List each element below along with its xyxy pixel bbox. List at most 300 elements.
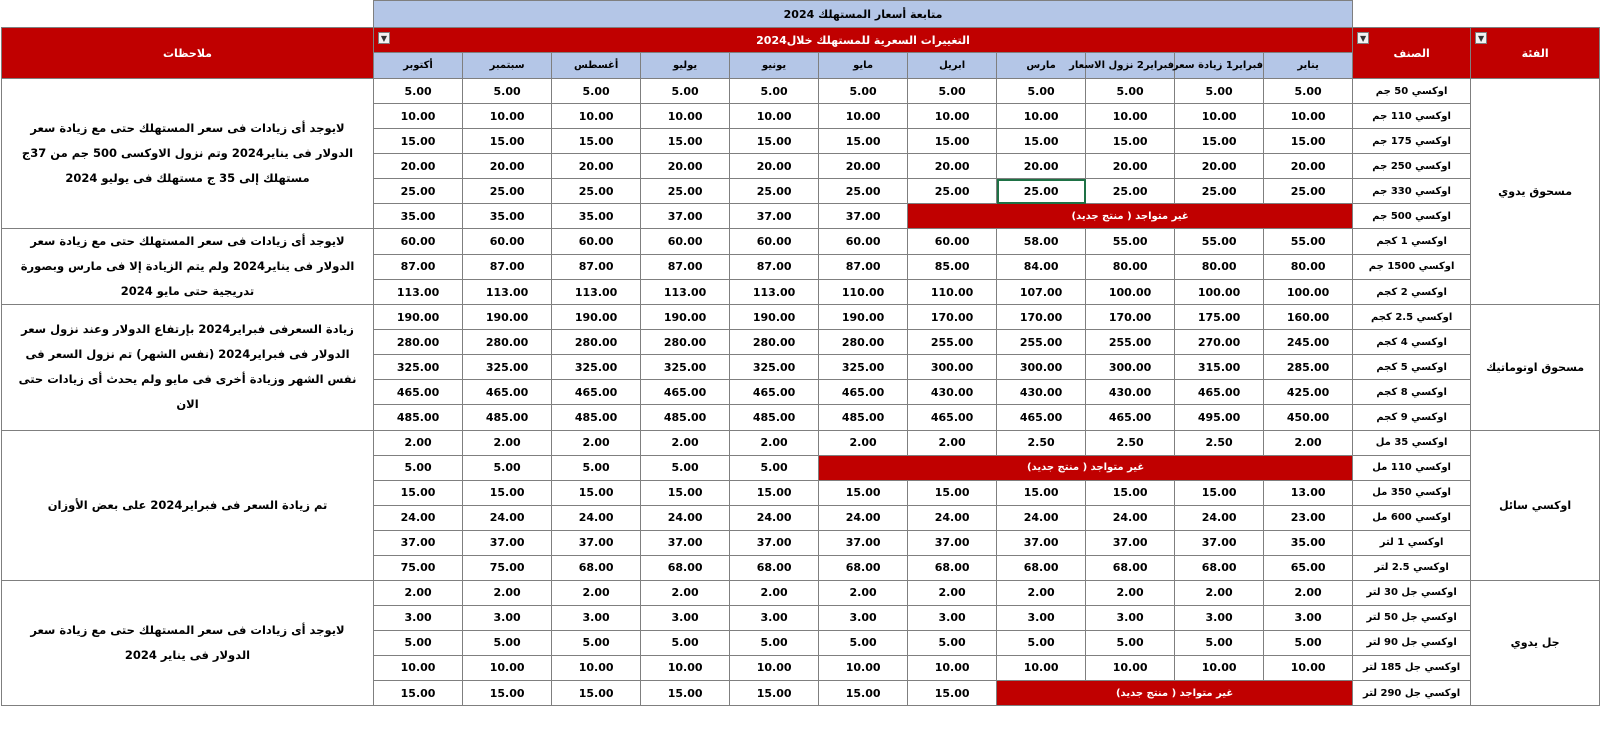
price-cell[interactable]: 3.00 (374, 605, 463, 630)
price-cell[interactable]: 465.00 (997, 405, 1086, 430)
price-cell[interactable]: 5.00 (463, 455, 552, 480)
product-cell[interactable]: اوكسي 110 مل (1353, 455, 1471, 480)
product-cell[interactable]: اوكسي جل 290 لتر (1353, 680, 1471, 705)
price-cell[interactable]: 25.00 (463, 179, 552, 204)
price-cell[interactable]: 20.00 (463, 154, 552, 179)
price-cell[interactable]: 15.00 (819, 480, 908, 505)
price-cell[interactable]: 15.00 (552, 480, 641, 505)
price-cell[interactable]: 87.00 (463, 254, 552, 279)
price-cell[interactable]: 190.00 (730, 305, 819, 330)
price-cell[interactable]: 485.00 (819, 405, 908, 430)
price-cell[interactable]: 35.00 (552, 204, 641, 229)
product-cell[interactable]: اوكسي جل 50 لتر (1353, 605, 1471, 630)
price-cell[interactable]: 190.00 (641, 305, 730, 330)
price-cell[interactable]: 5.00 (641, 455, 730, 480)
price-cell[interactable]: 2.00 (552, 580, 641, 605)
price-cell[interactable]: 2.00 (908, 580, 997, 605)
price-cell[interactable]: 20.00 (730, 154, 819, 179)
price-cell[interactable]: 113.00 (641, 279, 730, 304)
product-cell[interactable]: اوكسي 110 جم (1353, 104, 1471, 129)
price-cell[interactable]: 5.00 (1175, 79, 1264, 104)
price-cell[interactable]: 68.00 (1086, 555, 1175, 580)
price-cell[interactable]: 425.00 (1264, 380, 1353, 405)
price-cell[interactable]: 2.50 (1175, 430, 1264, 455)
price-cell[interactable]: 5.00 (374, 630, 463, 655)
price-cell[interactable]: 24.00 (552, 505, 641, 530)
price-cell[interactable]: 160.00 (1264, 305, 1353, 330)
price-cell[interactable]: 15.00 (374, 680, 463, 705)
price-cell[interactable]: 10.00 (641, 104, 730, 129)
notes-cell[interactable]: لايوجد أى زيادات فى سعر المستهلك حتى مع زيادة سعر الدولار فى يناير2024 وتم نزول الاوكسى 500 جم من 37ج مستهلك إلى 35 ج مستهلك فى يوليو 2024 (2, 79, 374, 229)
price-cell[interactable]: 24.00 (374, 505, 463, 530)
price-cell[interactable]: 20.00 (552, 154, 641, 179)
price-cell[interactable]: 110.00 (908, 279, 997, 304)
not-available-cell[interactable]: غير متواجد ( منتج جديد) (997, 680, 1353, 705)
price-cell[interactable]: 325.00 (552, 355, 641, 380)
price-cell[interactable]: 87.00 (552, 254, 641, 279)
price-cell[interactable]: 325.00 (641, 355, 730, 380)
price-cell[interactable]: 35.00 (1264, 530, 1353, 555)
not-available-cell[interactable]: غير متواجد ( منتج جديد) (819, 455, 1353, 480)
product-cell[interactable]: اوكسي 4 كجم (1353, 330, 1471, 355)
price-cell[interactable]: 10.00 (552, 104, 641, 129)
price-cell[interactable]: 280.00 (463, 330, 552, 355)
product-cell[interactable]: اوكسي جل 185 لتر (1353, 655, 1471, 680)
price-cell[interactable]: 3.00 (819, 605, 908, 630)
price-cell[interactable]: 280.00 (641, 330, 730, 355)
category-cell[interactable]: مسحوق اوتوماتيك (1471, 305, 1600, 430)
price-cell[interactable]: 113.00 (374, 279, 463, 304)
price-cell[interactable]: 37.00 (552, 530, 641, 555)
price-cell[interactable]: 485.00 (730, 405, 819, 430)
price-cell[interactable]: 325.00 (819, 355, 908, 380)
price-cell[interactable]: 24.00 (730, 505, 819, 530)
price-cell[interactable]: 15.00 (908, 129, 997, 154)
product-cell[interactable]: اوكسي 2 كجم (1353, 279, 1471, 304)
price-cell[interactable]: 300.00 (997, 355, 1086, 380)
price-cell[interactable]: 3.00 (730, 605, 819, 630)
price-cell[interactable]: 25.00 (908, 179, 997, 204)
price-cell[interactable]: 245.00 (1264, 330, 1353, 355)
price-cell[interactable]: 10.00 (819, 655, 908, 680)
price-cell[interactable]: 2.50 (997, 430, 1086, 455)
price-cell[interactable]: 190.00 (463, 305, 552, 330)
price-cell[interactable]: 24.00 (819, 505, 908, 530)
price-cell[interactable]: 325.00 (374, 355, 463, 380)
price-cell[interactable]: 60.00 (908, 229, 997, 254)
price-cell[interactable]: 20.00 (1264, 154, 1353, 179)
price-cell[interactable]: 5.00 (997, 79, 1086, 104)
price-cell[interactable]: 10.00 (1086, 655, 1175, 680)
product-cell[interactable]: اوكسي 1 كجم (1353, 229, 1471, 254)
price-cell[interactable]: 175.00 (1175, 305, 1264, 330)
price-cell[interactable]: 5.00 (552, 455, 641, 480)
price-cell[interactable]: 280.00 (819, 330, 908, 355)
notes-cell[interactable]: لايوجد أى زيادات فى سعر المستهلك حتى مع زيادة سعر الدولار فى يناير 2024 (2, 580, 374, 705)
price-cell[interactable]: 24.00 (1175, 505, 1264, 530)
product-cell[interactable]: اوكسي 5 كجم (1353, 355, 1471, 380)
price-cell[interactable]: 10.00 (819, 104, 908, 129)
price-cell[interactable]: 37.00 (730, 530, 819, 555)
price-cell[interactable]: 10.00 (730, 655, 819, 680)
price-cell[interactable]: 2.00 (819, 580, 908, 605)
price-cell[interactable]: 485.00 (552, 405, 641, 430)
price-cell[interactable]: 5.00 (819, 79, 908, 104)
price-cell[interactable]: 15.00 (730, 680, 819, 705)
price-cell[interactable]: 5.00 (374, 455, 463, 480)
price-cell[interactable]: 430.00 (1086, 380, 1175, 405)
price-cell[interactable]: 5.00 (997, 630, 1086, 655)
price-cell[interactable]: 60.00 (819, 229, 908, 254)
price-cell[interactable]: 23.00 (1264, 505, 1353, 530)
price-cell[interactable]: 15.00 (730, 129, 819, 154)
price-cell[interactable]: 60.00 (730, 229, 819, 254)
price-cell[interactable]: 3.00 (1264, 605, 1353, 630)
price-cell[interactable]: 15.00 (1175, 129, 1264, 154)
price-cell[interactable]: 285.00 (1264, 355, 1353, 380)
price-cell[interactable]: 190.00 (819, 305, 908, 330)
price-cell[interactable]: 5.00 (730, 455, 819, 480)
price-cell[interactable]: 37.00 (997, 530, 1086, 555)
price-cell[interactable]: 15.00 (374, 129, 463, 154)
price-cell[interactable]: 280.00 (730, 330, 819, 355)
price-cell[interactable]: 20.00 (997, 154, 1086, 179)
price-cell[interactable]: 15.00 (1264, 129, 1353, 154)
price-cell[interactable]: 5.00 (463, 630, 552, 655)
price-cell[interactable]: 15.00 (552, 129, 641, 154)
product-cell[interactable]: اوكسي 2.5 لتر (1353, 555, 1471, 580)
price-cell[interactable]: 15.00 (463, 480, 552, 505)
price-cell[interactable]: 10.00 (374, 655, 463, 680)
price-cell[interactable]: 37.00 (908, 530, 997, 555)
price-cell[interactable]: 2.00 (997, 580, 1086, 605)
price-cell[interactable]: 5.00 (641, 630, 730, 655)
price-cell[interactable]: 465.00 (374, 380, 463, 405)
price-cell[interactable]: 10.00 (730, 104, 819, 129)
price-cell[interactable]: 25.00 (1264, 179, 1353, 204)
price-cell[interactable]: 300.00 (1086, 355, 1175, 380)
price-cell[interactable]: 25.00 (819, 179, 908, 204)
price-cell[interactable]: 37.00 (641, 530, 730, 555)
price-cell[interactable]: 2.00 (552, 430, 641, 455)
price-cell[interactable]: 60.00 (463, 229, 552, 254)
price-cell[interactable]: 20.00 (374, 154, 463, 179)
price-cell[interactable]: 2.00 (1264, 580, 1353, 605)
notes-cell[interactable]: تم زيادة السعر فى فبراير2024 على بعض الأوزان (2, 430, 374, 580)
product-cell[interactable]: اوكسي 600 مل (1353, 505, 1471, 530)
price-cell[interactable]: 170.00 (997, 305, 1086, 330)
price-cell[interactable]: 3.00 (1086, 605, 1175, 630)
price-cell[interactable]: 255.00 (1086, 330, 1175, 355)
price-cell[interactable]: 15.00 (730, 480, 819, 505)
price-cell[interactable]: 5.00 (641, 79, 730, 104)
price-cell[interactable]: 25.00 (1175, 179, 1264, 204)
price-cell[interactable]: 37.00 (819, 530, 908, 555)
price-cell[interactable]: 68.00 (1175, 555, 1264, 580)
price-cell[interactable]: 170.00 (1086, 305, 1175, 330)
price-cell[interactable]: 75.00 (374, 555, 463, 580)
price-cell[interactable]: 10.00 (908, 655, 997, 680)
product-cell[interactable]: اوكسي 2.5 كجم (1353, 305, 1471, 330)
price-cell[interactable]: 80.00 (1086, 254, 1175, 279)
price-cell[interactable]: 3.00 (1175, 605, 1264, 630)
price-cell[interactable]: 15.00 (1086, 480, 1175, 505)
price-cell[interactable]: 25.00 (730, 179, 819, 204)
price-cell[interactable]: 5.00 (908, 630, 997, 655)
price-cell[interactable]: 3.00 (997, 605, 1086, 630)
price-cell[interactable]: 485.00 (641, 405, 730, 430)
price-cell[interactable]: 37.00 (641, 204, 730, 229)
price-cell[interactable]: 485.00 (463, 405, 552, 430)
price-cell[interactable]: 2.00 (730, 430, 819, 455)
price-cell[interactable]: 113.00 (463, 279, 552, 304)
price-cell[interactable]: 5.00 (552, 79, 641, 104)
price-cell[interactable]: 465.00 (463, 380, 552, 405)
price-cell[interactable]: 3.00 (463, 605, 552, 630)
price-cell[interactable]: 13.00 (1264, 480, 1353, 505)
price-cell[interactable]: 87.00 (641, 254, 730, 279)
price-cell[interactable]: 10.00 (374, 104, 463, 129)
price-cell[interactable]: 24.00 (1086, 505, 1175, 530)
price-cell[interactable]: 5.00 (463, 79, 552, 104)
product-cell[interactable]: اوكسي 9 كجم (1353, 405, 1471, 430)
price-cell[interactable]: 15.00 (1086, 129, 1175, 154)
price-cell[interactable]: 24.00 (997, 505, 1086, 530)
price-cell[interactable]: 465.00 (552, 380, 641, 405)
price-cell[interactable]: 10.00 (1086, 104, 1175, 129)
price-cell[interactable]: 110.00 (819, 279, 908, 304)
price-cell[interactable]: 2.00 (730, 580, 819, 605)
price-cell[interactable]: 10.00 (552, 655, 641, 680)
not-available-cell[interactable]: غير متواجد ( منتج جديد) (908, 204, 1353, 229)
price-cell[interactable]: 255.00 (908, 330, 997, 355)
chevron-down-icon[interactable]: ▼ (1357, 32, 1369, 44)
price-cell[interactable]: 24.00 (641, 505, 730, 530)
price-cell[interactable]: 2.00 (1086, 580, 1175, 605)
price-cell[interactable]: 3.00 (552, 605, 641, 630)
product-cell[interactable]: اوكسي 35 مل (1353, 430, 1471, 455)
chevron-down-icon[interactable]: ▼ (378, 32, 390, 44)
price-cell[interactable]: 465.00 (908, 405, 997, 430)
price-cell[interactable]: 10.00 (1264, 655, 1353, 680)
price-cell[interactable]: 2.00 (1175, 580, 1264, 605)
price-cell[interactable]: 325.00 (730, 355, 819, 380)
price-cell[interactable]: 65.00 (1264, 555, 1353, 580)
price-cell[interactable]: 35.00 (374, 204, 463, 229)
price-cell[interactable]: 5.00 (730, 630, 819, 655)
price-cell[interactable]: 15.00 (463, 129, 552, 154)
price-cell[interactable]: 465.00 (1086, 405, 1175, 430)
price-cell[interactable]: 255.00 (997, 330, 1086, 355)
price-cell[interactable]: 3.00 (908, 605, 997, 630)
price-cell[interactable]: 10.00 (997, 655, 1086, 680)
price-cell[interactable]: 465.00 (641, 380, 730, 405)
price-cell[interactable]: 15.00 (1175, 480, 1264, 505)
price-cell[interactable]: 5.00 (908, 79, 997, 104)
price-cell[interactable]: 80.00 (1264, 254, 1353, 279)
price-cell[interactable]: 5.00 (552, 630, 641, 655)
price-cell[interactable]: 20.00 (819, 154, 908, 179)
price-cell[interactable]: 15.00 (641, 680, 730, 705)
price-cell[interactable]: 2.00 (641, 430, 730, 455)
product-cell[interactable]: اوكسي جل 90 لتر (1353, 630, 1471, 655)
price-cell[interactable]: 85.00 (908, 254, 997, 279)
price-cell[interactable]: 84.00 (997, 254, 1086, 279)
price-cell[interactable]: 15.00 (908, 680, 997, 705)
product-cell[interactable]: اوكسي 350 مل (1353, 480, 1471, 505)
price-cell[interactable]: 35.00 (463, 204, 552, 229)
product-cell[interactable]: اوكسي جل 30 لتر (1353, 580, 1471, 605)
price-cell[interactable]: 87.00 (819, 254, 908, 279)
price-cell[interactable]: 113.00 (552, 279, 641, 304)
price-cell[interactable]: 10.00 (463, 104, 552, 129)
price-cell[interactable]: 75.00 (463, 555, 552, 580)
price-cell[interactable]: 5.00 (1264, 79, 1353, 104)
category-cell[interactable]: جل يدوي (1471, 580, 1600, 705)
price-cell[interactable]: 465.00 (1175, 380, 1264, 405)
price-cell[interactable]: 5.00 (819, 630, 908, 655)
price-cell[interactable]: 25.00 (552, 179, 641, 204)
price-cell[interactable]: 15.00 (997, 480, 1086, 505)
price-cell[interactable]: 3.00 (641, 605, 730, 630)
price-cell[interactable]: 170.00 (908, 305, 997, 330)
price-cell[interactable]: 10.00 (1264, 104, 1353, 129)
price-cell[interactable]: 87.00 (374, 254, 463, 279)
chevron-down-icon[interactable]: ▼ (1475, 32, 1487, 44)
price-cell[interactable]: 37.00 (819, 204, 908, 229)
price-cell[interactable]: 113.00 (730, 279, 819, 304)
product-cell[interactable]: اوكسي 330 جم (1353, 179, 1471, 204)
price-cell[interactable]: 100.00 (1086, 279, 1175, 304)
price-cell[interactable]: 37.00 (374, 530, 463, 555)
price-cell[interactable]: 10.00 (908, 104, 997, 129)
price-cell[interactable]: 107.00 (997, 279, 1086, 304)
price-cell[interactable]: 5.00 (1264, 630, 1353, 655)
price-cell[interactable]: 55.00 (1264, 229, 1353, 254)
price-cell[interactable]: 15.00 (552, 680, 641, 705)
price-cell[interactable]: 37.00 (463, 530, 552, 555)
price-cell[interactable]: 24.00 (908, 505, 997, 530)
price-cell[interactable]: 485.00 (374, 405, 463, 430)
notes-cell[interactable]: لايوجد أى زيادات فى سعر المستهلك حتى مع زيادة سعر الدولار فى يناير2024 ولم يتم الزيادة إلا فى مارس وبصورة تدريجية حتى مايو 2024 (2, 229, 374, 305)
price-cell[interactable]: 325.00 (463, 355, 552, 380)
product-cell[interactable]: اوكسي 8 كجم (1353, 380, 1471, 405)
price-cell[interactable]: 25.00 (374, 179, 463, 204)
price-cell[interactable]: 15.00 (463, 680, 552, 705)
price-cell[interactable]: 5.00 (374, 79, 463, 104)
price-cell[interactable]: 10.00 (463, 655, 552, 680)
price-cell[interactable]: 15.00 (641, 480, 730, 505)
price-cell[interactable]: 15.00 (641, 129, 730, 154)
price-cell[interactable]: 80.00 (1175, 254, 1264, 279)
price-cell[interactable]: 68.00 (819, 555, 908, 580)
price-cell[interactable]: 5.00 (1086, 79, 1175, 104)
price-cell[interactable]: 190.00 (374, 305, 463, 330)
price-cell[interactable]: 15.00 (374, 480, 463, 505)
price-cell[interactable]: 24.00 (463, 505, 552, 530)
category-cell[interactable]: اوكسي سائل (1471, 430, 1600, 580)
category-cell[interactable]: مسحوق يدوي (1471, 79, 1600, 305)
price-cell[interactable]: 190.00 (552, 305, 641, 330)
price-cell[interactable]: 58.00 (997, 229, 1086, 254)
price-cell[interactable]: 37.00 (1086, 530, 1175, 555)
price-cell[interactable]: 20.00 (1086, 154, 1175, 179)
price-cell[interactable]: 5.00 (730, 79, 819, 104)
price-cell[interactable]: 100.00 (1175, 279, 1264, 304)
price-cell[interactable]: 10.00 (1175, 655, 1264, 680)
price-cell[interactable]: 465.00 (819, 380, 908, 405)
price-cell[interactable]: 20.00 (908, 154, 997, 179)
price-cell[interactable]: 280.00 (374, 330, 463, 355)
product-cell[interactable]: اوكسي 50 جم (1353, 79, 1471, 104)
price-cell[interactable]: 315.00 (1175, 355, 1264, 380)
price-cell[interactable]: 2.00 (374, 580, 463, 605)
price-cell[interactable]: 2.00 (1264, 430, 1353, 455)
price-cell[interactable]: 68.00 (730, 555, 819, 580)
price-cell[interactable]: 5.00 (1175, 630, 1264, 655)
price-cell[interactable]: 100.00 (1264, 279, 1353, 304)
notes-cell[interactable]: زيادة السعرفى فبراير2024 بإرتفاع الدولار وعند نزول سعر الدولار فى فبراير2024 (نفس الشهر) تم نزول السعر فى نفس الشهر وزيادة أخرى فى مايو ولم يحدث أى زيادات حتى الان (2, 305, 374, 430)
price-cell[interactable]: 68.00 (552, 555, 641, 580)
price-cell[interactable]: 280.00 (552, 330, 641, 355)
price-cell[interactable]: 430.00 (997, 380, 1086, 405)
price-cell[interactable]: 2.00 (463, 430, 552, 455)
price-cell[interactable]: 495.00 (1175, 405, 1264, 430)
price-cell[interactable]: 68.00 (908, 555, 997, 580)
price-cell[interactable]: 60.00 (552, 229, 641, 254)
price-cell[interactable]: 270.00 (1175, 330, 1264, 355)
price-cell[interactable]: 68.00 (997, 555, 1086, 580)
price-cell[interactable]: 10.00 (641, 655, 730, 680)
price-cell[interactable]: 10.00 (1175, 104, 1264, 129)
product-cell[interactable]: اوكسي 250 جم (1353, 154, 1471, 179)
price-cell[interactable]: 2.00 (819, 430, 908, 455)
price-cell[interactable]: 15.00 (819, 129, 908, 154)
price-cell[interactable]: 2.00 (908, 430, 997, 455)
price-cell[interactable]: 20.00 (1175, 154, 1264, 179)
price-cell[interactable]: 87.00 (730, 254, 819, 279)
price-cell[interactable]: 15.00 (997, 129, 1086, 154)
price-cell[interactable]: 465.00 (730, 380, 819, 405)
price-cell[interactable]: 450.00 (1264, 405, 1353, 430)
price-cell[interactable]: 60.00 (641, 229, 730, 254)
price-cell[interactable]: 68.00 (641, 555, 730, 580)
product-cell[interactable]: اوكسي 1 لتر (1353, 530, 1471, 555)
price-cell[interactable]: 37.00 (1175, 530, 1264, 555)
price-cell[interactable]: 55.00 (1086, 229, 1175, 254)
price-cell[interactable]: 300.00 (908, 355, 997, 380)
product-cell[interactable]: اوكسي 1500 جم (1353, 254, 1471, 279)
price-cell[interactable]: 430.00 (908, 380, 997, 405)
product-cell[interactable]: اوكسي 500 جم (1353, 204, 1471, 229)
price-cell[interactable]: 20.00 (641, 154, 730, 179)
price-cell[interactable]: 60.00 (374, 229, 463, 254)
price-cell[interactable]: 2.00 (374, 430, 463, 455)
price-cell[interactable]: 15.00 (908, 480, 997, 505)
price-cell[interactable]: 15.00 (819, 680, 908, 705)
price-cell[interactable]: 2.50 (1086, 430, 1175, 455)
product-cell[interactable]: اوكسي 175 جم (1353, 129, 1471, 154)
price-cell[interactable]: 25.00 (1086, 179, 1175, 204)
price-cell[interactable]: 25.00 (997, 179, 1086, 204)
price-cell[interactable]: 25.00 (641, 179, 730, 204)
price-cell[interactable]: 37.00 (730, 204, 819, 229)
price-cell[interactable]: 2.00 (641, 580, 730, 605)
price-cell[interactable]: 10.00 (997, 104, 1086, 129)
price-cell[interactable]: 55.00 (1175, 229, 1264, 254)
price-cell[interactable]: 2.00 (463, 580, 552, 605)
price-cell[interactable]: 5.00 (1086, 630, 1175, 655)
